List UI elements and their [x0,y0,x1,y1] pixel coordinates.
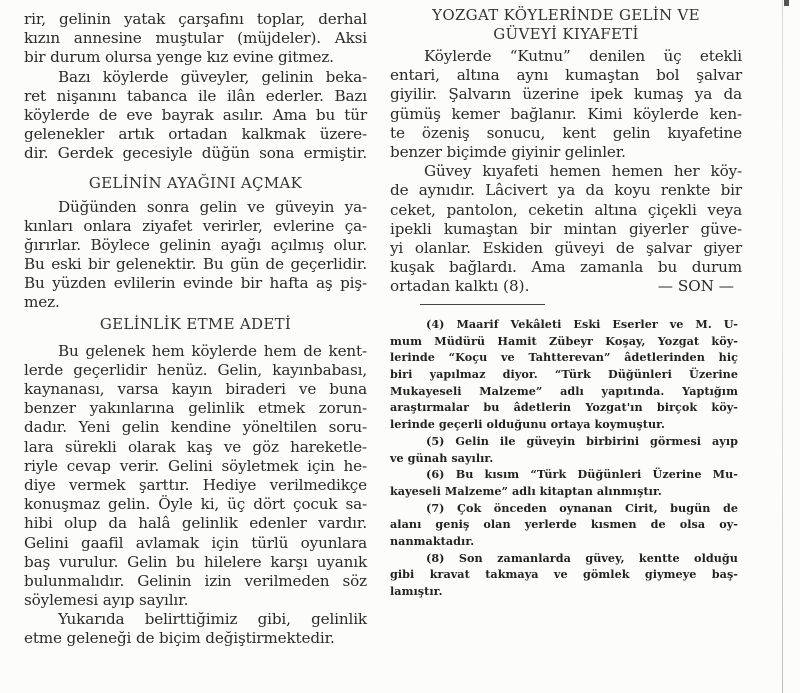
text-line: dadır. Yeni gelin kendine yöneltilen soru- [24,418,367,437]
footnote-line: (6) Bu kısım “Türk Düğünleri Üzerine Mu- [426,467,738,482]
footnote-line: gibi kravat takmaya ve gömlek giymeye baş- [390,567,738,582]
text-line: de aynıdır. Lâcivert ya da koyu renkte bir [390,181,742,200]
footnote-line: lerinde “Koçu ve Tahtterevan” âdetlerinden hiç [390,350,738,365]
text-line: lerde geçerlidir henüz. Gelin, kayınbabası, [24,360,367,379]
footnote-6 [390,466,738,499]
paragraph-continuation [24,10,367,68]
text-line: giyilir. Şalvarın üzerine ipek kumaş ya da [390,85,742,104]
text-line: Bazı köylerde güveyler, gelinin beka- [58,67,367,86]
footnote-line: araştırmalar bu âdetlerin Yozgat'ın birçok köy- [390,400,738,415]
footnote-line: (4) Maarif Vekâleti Eski Eserler ve M. U- [426,317,738,331]
footnote-line: ve günah sayılır. [390,450,494,465]
text-line: bulunmalıdır. Gelinin izin verilmeden söz [24,571,367,590]
text-line: kızın annesine muştular (müjdeler). Aksi [24,29,367,48]
footnote-4 [390,316,738,433]
right-column [390,6,742,296]
footnote-line: biri yapılmaz diyor. “Türk Düğünleri Üzerine [390,367,738,382]
text-line: Köylerde “Kutnu” denilen üç etekli [424,47,742,65]
paragraph-ayak [24,198,367,313]
text-line: Yukarıda belirttiğimiz gibi, gelinlik [58,610,367,629]
footnote-line: mum Müdürü Hamit Zübeyr Koşay, Yozgat köy- [390,333,738,348]
text-line: Düğünden sonra gelin ve güveyin ya- [58,197,367,216]
text-line: benzer biçimde giyinir gelinler. [390,142,626,161]
footnote-7 [390,500,738,550]
text-line: ceket, pantolon, ceketin altına çiçekli veya [390,200,742,219]
text-line: hibi olup da halâ gelinlik edenler vardır. [24,514,367,533]
son-marker: — SON — [657,277,734,296]
text-line: diye vermek şarttır. Hediye verilmedikçe [24,475,367,494]
paragraph-guvey-kiyafeti [390,162,742,296]
footnote-line: Mukayeseli Malzeme” adlı yapıtında. Yaptığım [390,383,738,398]
footnotes [390,316,738,600]
footnote-line: lamıştır. [390,584,443,598]
text-line: mez. [24,293,60,312]
text-line: ipekli kumaştan bir mintan giyerler güve- [390,219,742,238]
text-line: kınları onlara ziyafet verirler, evlerine ça- [24,216,367,235]
footnote-5 [390,433,738,466]
footnote-line: alanı geniş olan yerlerde kısmen de olsa oy- [390,517,738,532]
text-line: dir. Gerdek gecesiyle düğün sona ermiştir. [24,144,367,163]
footnote-8 [390,550,738,600]
text-line: yi olanlar. Eskiden güveyi de şalvar giyer [390,238,742,257]
article-title-line-1: YOZGAT KÖYLERİNDE GELİN VE [432,6,700,24]
footnote-line: (7) Çok önceden oynanan Cirit, bugün de [426,500,738,515]
page-corner-mark [784,0,789,6]
text-line: ğırırlar. Böylece gelinin ayağı açılmış olur. [24,235,367,254]
text-line: köylerde de eve bayrak asılır. Ama bu tür [24,105,367,124]
page-edge-shadow [782,0,783,693]
last-line-row [390,277,742,296]
text-line: kaynanası, varsa kayın biraderi ve buna [24,380,367,398]
article-title-line-2: GÜVEYİ KIYAFETİ [493,25,639,43]
text-line: söylemesi ayıp sayılır. [24,591,189,610]
footnote-line: (8) Son zamanlarda güvey, kentte olduğu [426,550,738,565]
text-line: entari, altına aynı kumaştan bol şalvar [390,66,742,85]
section-heading-ayak: GELİNİN AYAĞINI AÇMAK [88,173,303,192]
paragraph-bayrak [24,68,367,164]
footnote-separator [420,304,545,305]
text-line: ortadan kalktı (8). [390,277,530,296]
footnote-line: (5) Gelin ile güveyin birbirini görmesi ayıp [426,433,738,448]
footnote-line: nanmaktadır. [390,533,475,548]
paragraph-closing [24,610,367,648]
text-line: te özeniş sonucu, kent gelin kıyafetine [390,123,742,142]
text-line: Güvey kıyafeti hemen hemen her köy- [424,162,742,181]
text-line: Bu eski bir gelenektir. Bu gün de geçerlidir. [24,255,367,274]
text-line: benzer yakınlarına gelinlik etmek zorun- [24,399,367,418]
footnote-line: lerinde geçerli olduğunu ortaya koymuştur. [390,417,665,432]
footnote-line: kayeseli Malzeme” adlı kitaptan alınmıştır. [390,483,662,498]
text-line: Gelini gaafil avlamak için türlü oyunlara [24,533,367,552]
paragraph-gelinlik [24,342,367,611]
text-line: baş vurulur. Gelin bu hilelere karşı uyanık [24,552,367,571]
text-line: kuşak bağlardı. Ama zamanla bu durum [390,258,742,277]
text-line: bir durum olursa yenge kız evine gitmez. [24,48,334,67]
text-line: etme geleneği de biçim değiştirmektedir. [24,629,335,648]
text-line: rir, gelinin yatak çarşafını toplar, derhal [24,10,367,28]
text-line: konuşmaz gelin. Öyle ki, üç dört çocuk sa- [24,495,367,514]
text-line: Bu yüzden evlilerin evinde bir hafta aş piş- [24,274,367,293]
text-line: gümüş kemer bağlanır. Kimi köylerde ken- [390,104,742,123]
text-line: lara sürekli olarak kaş ve göz hareketle- [24,437,367,456]
section-heading-gelinlik: GELİNLİK ETME ADETİ [99,314,292,333]
paragraph-gelin-kiyafeti [390,47,742,162]
text-line: ret nişanını tabanca ile ilân ederler. Bazı [24,86,367,105]
text-line: riyle cevap verir. Gelini söyletmek için he- [24,456,367,475]
text-line: gelenekler artık ortadan kalkmak üzere- [24,125,367,144]
left-column [24,10,367,649]
text-line: Bu gelenek hem köylerde hem de kent- [58,341,367,360]
